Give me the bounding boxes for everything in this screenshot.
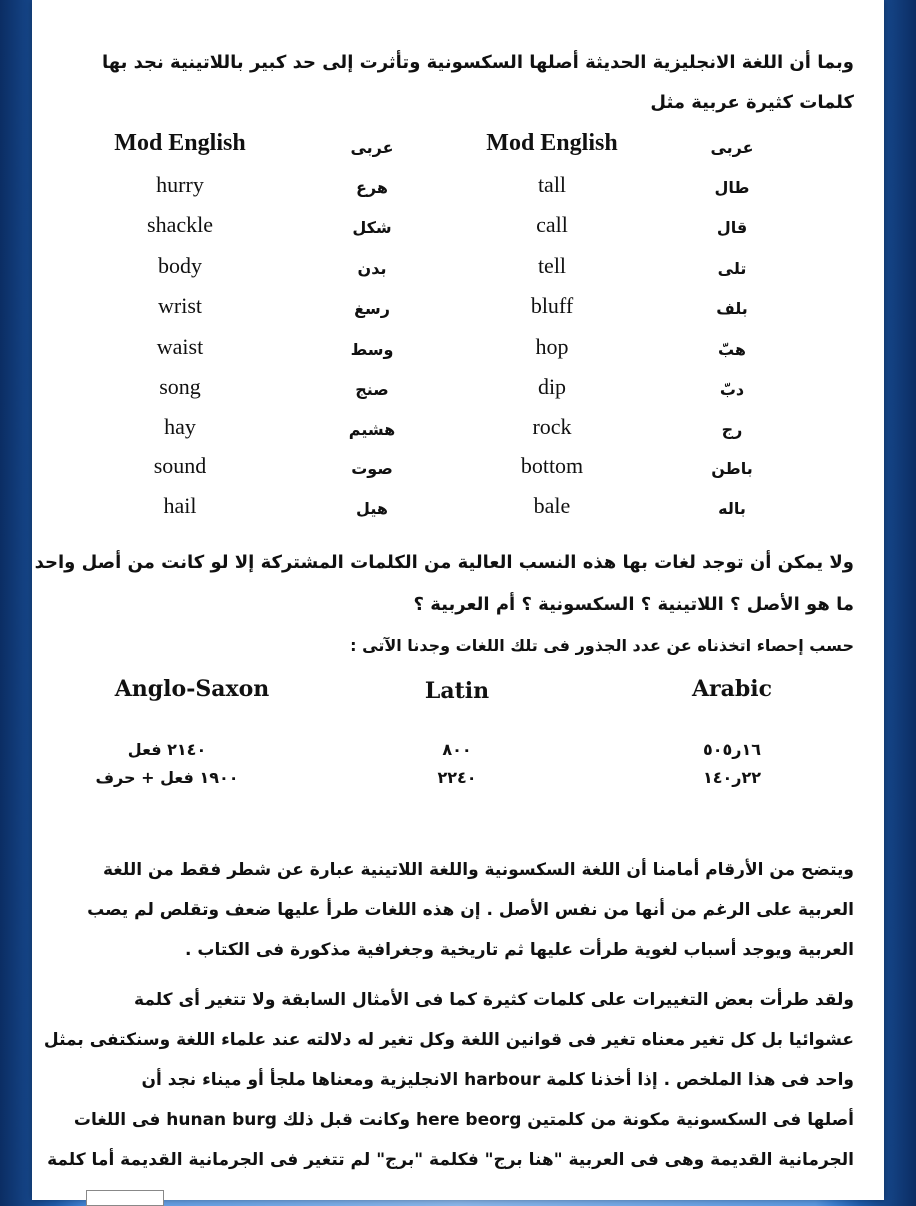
stats-anglo-row-2: ١٩٠٠ فعل + حرف xyxy=(95,768,239,787)
word-en-left: waist xyxy=(156,334,204,359)
table-header-mod-english-left: Mod English xyxy=(114,130,246,156)
word-ar-left: رسغ xyxy=(354,299,390,318)
word-ar-right: تلى xyxy=(717,259,747,278)
word-en-left: song xyxy=(159,374,201,399)
body-paragraph-2-line-3: واحد فى هذا الملخص . إذا أخذنا كلمة harbour الانجليزية ومعناها ملجأ أو ميناء نجد أن xyxy=(141,1070,854,1090)
body-paragraph-1-line-1: ويتضح من الأرقام أمامنا أن اللغة السكسونية واللغة اللاتينية عبارة عن شطر فقط من اللغة xyxy=(102,860,854,880)
document-page xyxy=(32,0,884,1200)
word-en-left: body xyxy=(158,253,202,278)
body-paragraph-2-line-1: ولقد طرأت بعض التغييرات على كلمات كثيرة كما فى الأمثال السابقة ولا تتغير أى كلمة xyxy=(134,990,854,1010)
word-ar-left: صنج xyxy=(355,380,389,399)
stats-arabic-row-1: ١٦ر٥٠٥ xyxy=(702,740,762,759)
word-ar-right: بلف xyxy=(716,299,748,318)
word-ar-left: بدن xyxy=(357,259,387,278)
word-en-right: bluff xyxy=(530,293,574,318)
word-en-left: sound xyxy=(153,453,207,478)
stats-latin-row-1: ٨٠٠ xyxy=(442,740,472,759)
word-en-right: tell xyxy=(537,253,567,278)
stats-header-arabic: Arabic xyxy=(691,676,773,702)
word-en-right: hop xyxy=(535,334,569,359)
body-paragraph-1-line-2: العربية على الرغم من أنها من نفس الأصل . إن هذه اللغات طرأ عليها ضعف وتقلص لم يصب xyxy=(87,900,854,920)
middle-line-1: ولا يمكن أن توجد لغات بها هذه النسب العالية من الكلمات المشتركة إلا لو كانت من أصل واحد xyxy=(34,552,854,573)
word-ar-left: هشيم xyxy=(348,420,396,439)
word-en-right: tall xyxy=(537,172,567,197)
body-paragraph-1-line-3: العربية ويوجد أسباب لغوية طرأت عليها ثم تاريخية وجغرافية مذكورة فى الكتاب . xyxy=(185,940,854,960)
word-ar-right: هبّ xyxy=(717,340,747,359)
word-ar-right: باطن xyxy=(711,459,753,478)
body-paragraph-2-line-4: أصلها فى السكسونية مكونة من كلمتين here beorg وكانت قبل ذلك hunan burg فى اللغات xyxy=(73,1110,854,1130)
stats-anglo-row-1: ٢١٤٠ فعل xyxy=(127,740,207,759)
table-header-arabic-right: عربى xyxy=(710,138,754,157)
stats-header-latin: Latin xyxy=(424,678,490,704)
page-footer-box xyxy=(86,1190,164,1206)
middle-line-3: حسب إحصاء اتخذناه عن عدد الجذور فى تلك اللغات وجدنا الآتى : xyxy=(350,636,854,655)
body-paragraph-2-line-5: الجرمانية القديمة وهى فى العربية "هنا برج" فكلمة "برج" لم تتغير فى الجرمانية القديمة أما كلمة xyxy=(47,1150,854,1170)
word-en-left: shackle xyxy=(147,212,213,237)
word-en-left: hay xyxy=(164,414,196,439)
word-en-right: bottom xyxy=(520,453,584,478)
word-en-right: dip xyxy=(537,374,567,399)
word-ar-left: شكل xyxy=(352,218,392,237)
stats-latin-row-2: ٢٢٤٠ xyxy=(437,768,477,787)
word-ar-right: رج xyxy=(721,420,743,439)
word-ar-left: هرع xyxy=(356,178,388,197)
middle-line-2: ما هو الأصل ؟ اللاتينية ؟ السكسونية ؟ أم العربية ؟ xyxy=(413,594,854,615)
word-en-left: hail xyxy=(163,493,197,518)
table-header-arabic-left: عربى xyxy=(350,138,394,157)
intro-line-1: وبما أن اللغة الانجليزية الحديثة أصلها السكسونية وتأثرت إلى حد كبير باللاتينية نجد بها xyxy=(101,52,854,73)
word-ar-right: دبّ xyxy=(719,380,745,399)
word-en-right: bale xyxy=(533,493,571,518)
word-en-left: hurry xyxy=(156,172,204,197)
word-en-right: rock xyxy=(532,414,572,439)
word-ar-right: طال xyxy=(714,178,750,197)
word-ar-right: باله xyxy=(718,499,746,518)
table-header-mod-english-right: Mod English xyxy=(486,130,618,156)
word-ar-left: صوت xyxy=(351,459,393,478)
word-ar-left: هيل xyxy=(356,499,388,518)
stats-header-anglo-saxon: Anglo-Saxon xyxy=(114,676,270,702)
word-ar-left: وسط xyxy=(350,340,394,359)
word-ar-right: قال xyxy=(716,218,748,237)
stats-arabic-row-2: ٢٢ر١٤٠ xyxy=(702,768,762,787)
word-en-left: wrist xyxy=(158,293,202,318)
intro-line-2: كلمات كثيرة عربية مثل xyxy=(650,92,854,113)
body-paragraph-2-line-2: عشوائيا بل كل تغير معناه تغير فى قوانين اللغة وكل تغير له دلالته عند علماء اللغة وسنكتفى بمثل xyxy=(43,1030,854,1050)
word-en-right: call xyxy=(536,212,568,237)
